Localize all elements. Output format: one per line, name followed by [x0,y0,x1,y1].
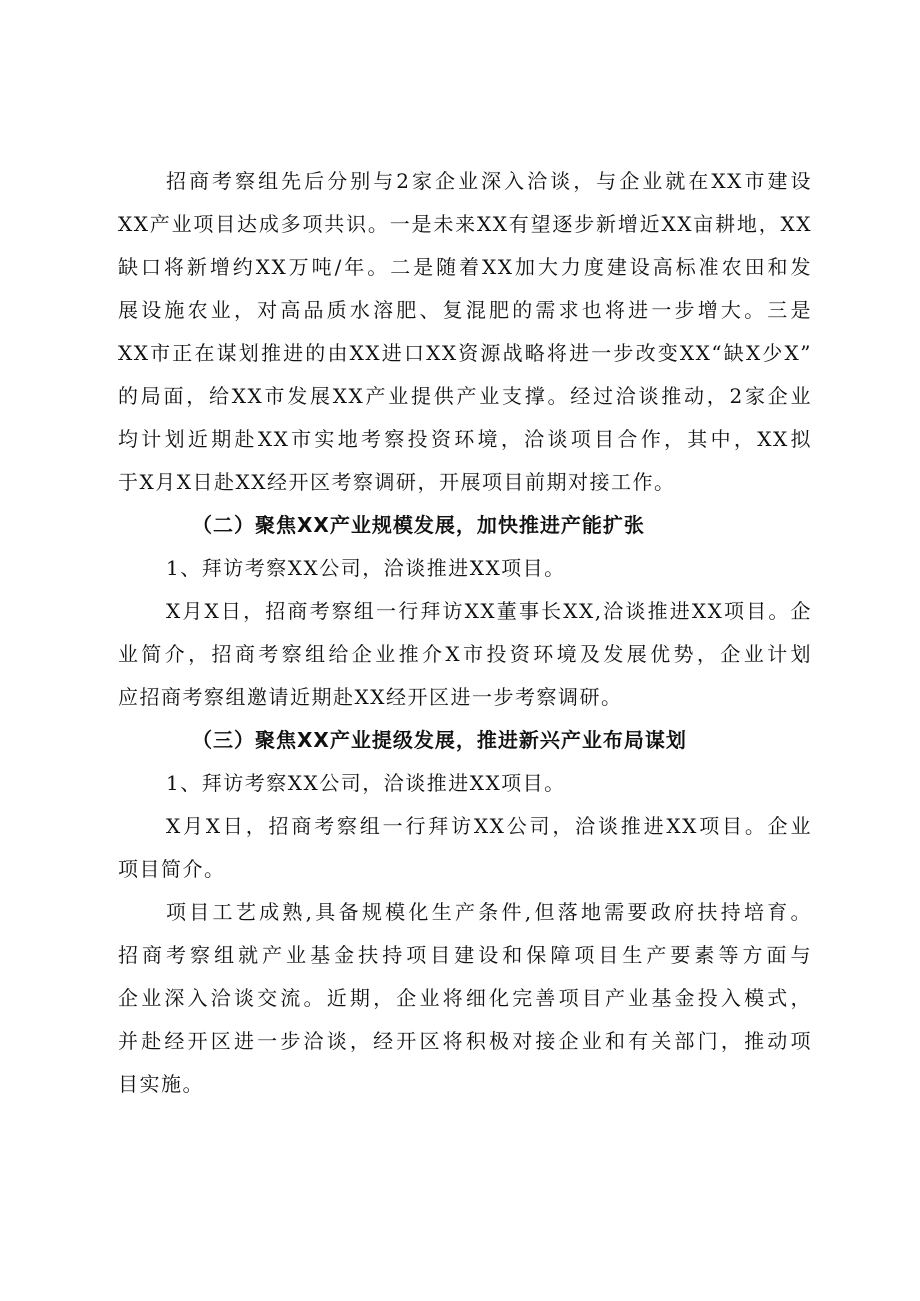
section-2-body-line-1: X月X日，招商考察组一行拜访XX董事长XX,洽谈推进XX项目。企 [166,599,812,623]
paragraph-1-line-3: 缺口将新增约XX万吨/年。二是随着XX加大力度建设高标准农田和发 [118,255,812,279]
paragraph-1-line-5: XX市正在谋划推进的由XX进口XX资源战略将进一步改变XX“缺X少X” [118,341,812,365]
section-3-body-line-2: 项目简介。 [118,857,226,881]
section-2-body-line-3: 应招商考察组邀请近期赴XX经开区进一步考察调研。 [118,685,623,709]
section-3-detail-line-3: 企业深入洽谈交流。近期，企业将细化完善项目产业基金投入模式， [118,986,812,1010]
section-2-item: 1、拜访考察XX公司，洽谈推进XX项目。 [166,556,566,580]
document-page [118,160,812,1106]
section-3-body-line-1: X月X日，招商考察组一行拜访XX公司，洽谈推进XX项目。企业 [166,814,812,838]
section-3-detail-line-5: 目实施。 [118,1072,204,1096]
section-2-heading: （二）聚焦XX产业规模发展，加快推进产能扩张 [192,513,645,537]
section-3-detail-line-1: 项目工艺成熟,具备规模化生产条件,但落地需要政府扶持培育。 [166,900,812,924]
section-3-heading: （三）聚焦XX产业提级发展，推进新兴产业布局谋划 [192,728,687,752]
paragraph-1-line-6: 的局面，给XX市发展XX产业提供产业支撑。经过洽谈推动，2家企业 [118,384,812,408]
paragraph-1-line-1: 招商考察组先后分别与2家企业深入洽谈，与企业就在XX市建设 [166,169,812,193]
paragraph-1-line-7: 均计划近期赴XX市实地考察投资环境，洽谈项目合作，其中，XX拟 [118,427,812,451]
section-3-detail-line-4: 并赴经开区进一步洽谈，经开区将积极对接企业和有关部门，推动项 [118,1029,812,1053]
section-3-detail-line-2: 招商考察组就产业基金扶持项目建设和保障项目生产要素等方面与 [118,943,812,967]
paragraph-1-line-2: XX产业项目达成多项共识。一是未来XX有望逐步新增近XX亩耕地，XX [118,212,812,236]
section-3-item: 1、拜访考察XX公司，洽谈推进XX项目。 [166,771,566,795]
paragraph-1-line-8: 于X月X日赴XX经开区考察调研，开展项目前期对接工作。 [118,470,676,494]
section-2-body-line-2: 业简介，招商考察组给企业推介X市投资环境及发展优势，企业计划 [118,642,812,666]
paragraph-1-line-4: 展设施农业，对高品质水溶肥、复混肥的需求也将进一步增大。三是 [118,298,812,322]
